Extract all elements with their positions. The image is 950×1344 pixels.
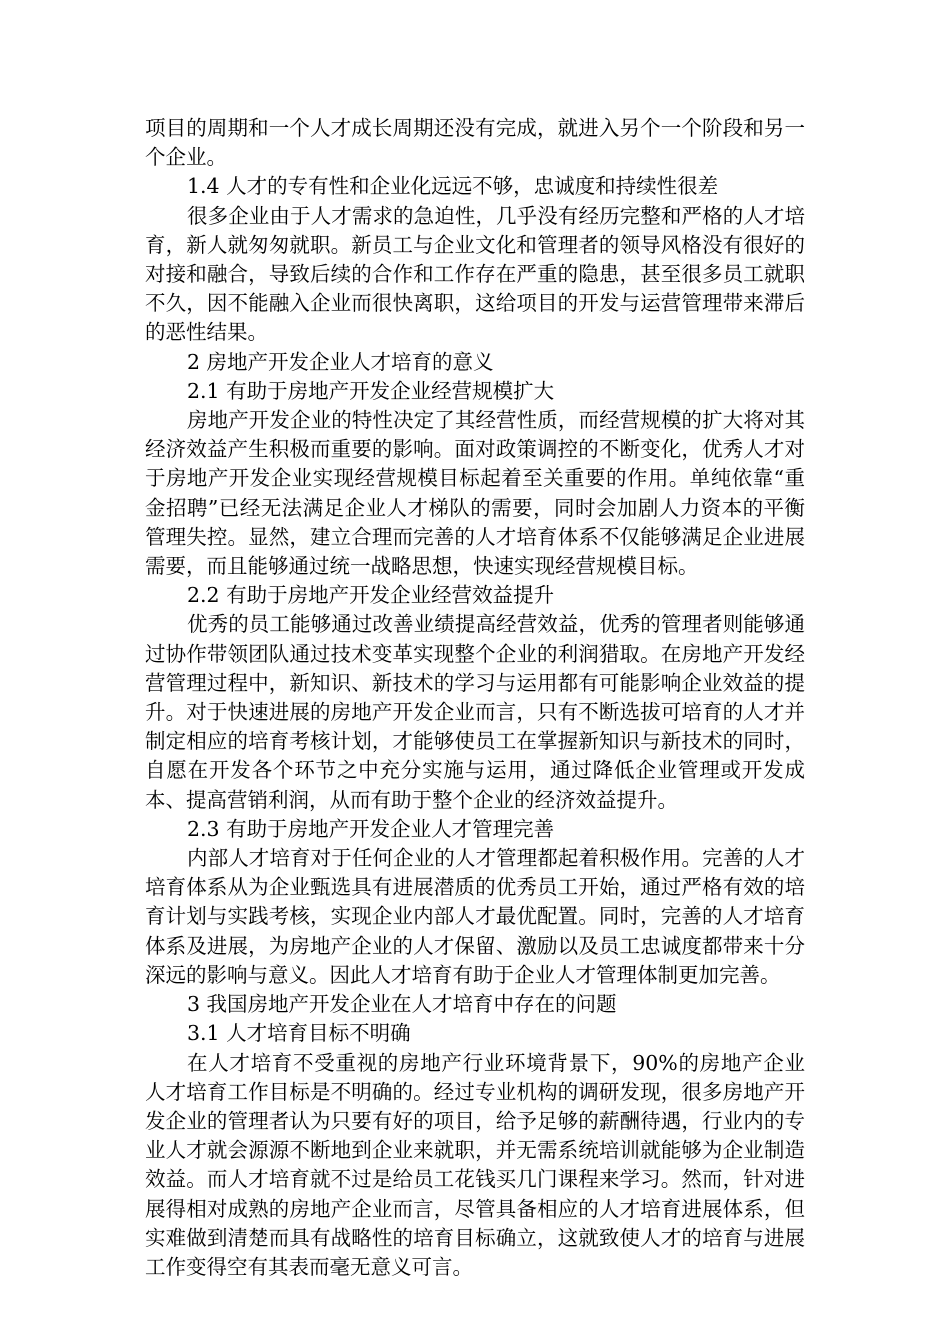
section-heading-2-3: 2.3 有助于房地产开发企业人才管理完善 — [187, 816, 555, 841]
section-heading-2: 2 房地产开发企业人才培育的意义 — [187, 349, 494, 374]
section-heading-2-1: 2.1 有助于房地产开发企业经营规模扩大 — [187, 378, 555, 403]
paragraph-3-1-body: 在人才培育不受重视的房地产行业环境背景下，90%的房地产企业人才培育工作目标是不明确的。经过专业机构的调研发现，很多房地产开发企业的管理者认为只要有好的项目，给予足够的薪酬待遇，行业内的专业人才就会源源不断地到企业来就职，并无需系统培训就能够为企业制造效益。而人才培育就不过是给员工花钱买几门课程来学习。然而，针对进展得相对成熟的房地产企业而言，尽管具备相应的人才培育进展体系，但实难做到清楚而具有战略性的培育目标确立，这就致使人才的培育与进展工作变得空有其表而毫无意义可言。 — [145, 1050, 805, 1279]
paragraph-2-1-body: 房地产开发企业的特性决定了其经营性质，而经营规模的扩大将对其经济效益产生积极而重要的影响。面对政策调控的不断变化，优秀人才对于房地产开发企业实现经营规模目标起着至关重要的作用。单纯依靠“重金招聘”已经无法满足企业人才梯队的需要，同时会加剧人力资本的平衡管理失控。显然，建立合理而完善的人才培育体系不仅能够满足企业进展需要，而且能够通过统一战略思想，快速实现经营规模目标。 — [145, 408, 805, 579]
paragraph-continuation: 项目的周期和一个人才成长周期还没有完成，就进入另个一个阶段和另一个企业。 — [145, 116, 805, 170]
section-heading-2-2: 2.2 有助于房地产开发企业经营效益提升 — [187, 583, 555, 608]
section-heading-3: 3 我国房地产开发企业在人才培育中存在的问题 — [187, 992, 617, 1017]
document-body — [145, 114, 805, 1282]
paragraph-2-3-body: 内部人才培育对于任何企业的人才管理都起着积极作用。完善的人才培育体系从为企业甄选具有进展潜质的优秀员工开始，通过严格有效的培育计划与实践考核，实现企业内部人才最优配置。同时，完善的人才培育体系及进展，为房地产企业的人才保留、激励以及员工忠诚度都带来十分深远的影响与意义。因此人才培育有助于企业人才管理体制更加完善。 — [145, 846, 805, 987]
paragraph-2-2-body: 优秀的员工能够通过改善业绩提高经营效益，优秀的管理者则能够通过协作带领团队通过技术变革实现整个企业的利润猎取。在房地产开发经营管理过程中，新知识、新技术的学习与运用都有可能影响企业效益的提升。对于快速进展的房地产开发企业而言，只有不断选拔可培育的人才并制定相应的培育考核计划，才能够使员工在掌握新知识与新技术的同时，自愿在开发各个环节之中充分实施与运用，通过降低企业管理或开发成本、提高营销利润，从而有助于整个企业的经济效益提升。 — [145, 612, 805, 812]
section-heading-3-1: 3.1 人才培育目标不明确 — [187, 1021, 411, 1046]
paragraph-1-4-body: 很多企业由于人才需求的急迫性，几乎没有经历完整和严格的人才培育，新人就匆匆就职。新员工与企业文化和管理者的领导风格没有很好的对接和融合，导致后续的合作和工作存在严重的隐患，甚至很多员工就职不久，因不能融入企业而很快离职，这给项目的开发与运营管理带来滞后的恶性结果。 — [145, 203, 805, 345]
section-heading-1-4: 1.4 人才的专有性和企业化远远不够，忠诚度和持续性很差 — [187, 174, 719, 199]
